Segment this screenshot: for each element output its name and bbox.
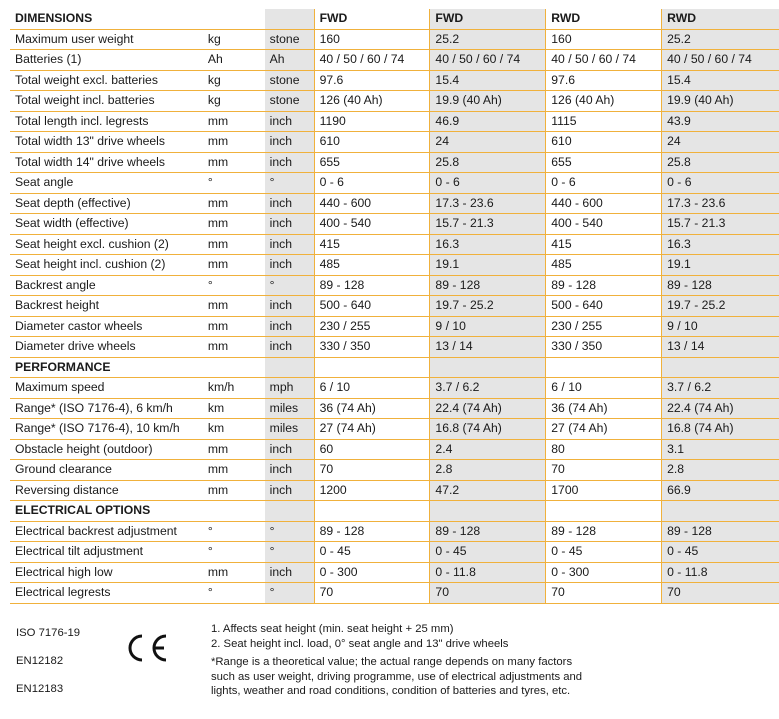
spec-value: 9 / 10 (662, 316, 779, 337)
spec-value: 500 - 640 (546, 296, 662, 317)
spec-row (10, 152, 779, 173)
spec-value: 24 (430, 132, 546, 153)
spec-value: 89 - 128 (662, 521, 779, 542)
spec-label: Electrical backrest adjustment (10, 521, 203, 542)
section-metric-blank (203, 501, 265, 522)
section-header-electrical (10, 501, 779, 522)
spec-value: 40 / 50 / 60 / 74 (314, 50, 430, 71)
section-value-blank (546, 357, 662, 378)
spec-value: 440 - 600 (546, 193, 662, 214)
standard-iso: ISO 7176-19 (16, 627, 81, 639)
spec-value: 485 (314, 255, 430, 276)
spec-value: 485 (546, 255, 662, 276)
spec-value: 46.9 (430, 111, 546, 132)
spec-value: 2.4 (430, 439, 546, 460)
spec-value: 27 (74 Ah) (314, 419, 430, 440)
section-metric-blank (203, 9, 265, 29)
imperial-unit: ° (265, 275, 314, 296)
imperial-unit: inch (265, 460, 314, 481)
imperial-unit: inch (265, 480, 314, 501)
spec-value: 330 / 350 (314, 337, 430, 358)
spec-value: 0 - 45 (430, 542, 546, 563)
spec-label: Seat width (effective) (10, 214, 203, 235)
section-value-blank (314, 501, 430, 522)
metric-unit: ° (203, 521, 265, 542)
spec-value: 400 - 540 (314, 214, 430, 235)
spec-row (10, 70, 779, 91)
spec-label: Maximum speed (10, 378, 203, 399)
spec-value: 3.7 / 6.2 (430, 378, 546, 399)
spec-value: 19.9 (40 Ah) (662, 91, 779, 112)
footnote-2: 2. Seat height incl. load, 0° seat angle and 13" drive wheels (211, 637, 509, 650)
metric-unit: mm (203, 214, 265, 235)
spec-row (10, 480, 779, 501)
section-metric-blank (203, 357, 265, 378)
spec-value: 0 - 6 (430, 173, 546, 194)
column-header: FWD (430, 9, 546, 29)
spec-value: 9 / 10 (430, 316, 546, 337)
spec-value: 0 - 45 (546, 542, 662, 563)
spec-value: 0 - 11.8 (430, 562, 546, 583)
spec-value: 22.4 (74 Ah) (430, 398, 546, 419)
imperial-unit: inch (265, 152, 314, 173)
spec-value: 6 / 10 (546, 378, 662, 399)
spec-value: 500 - 640 (314, 296, 430, 317)
spec-value: 36 (74 Ah) (546, 398, 662, 419)
spec-value: 126 (40 Ah) (546, 91, 662, 112)
spec-row (10, 91, 779, 112)
imperial-unit: inch (265, 214, 314, 235)
spec-value: 610 (546, 132, 662, 153)
metric-unit: mm (203, 337, 265, 358)
metric-unit: mm (203, 562, 265, 583)
spec-label: Seat depth (effective) (10, 193, 203, 214)
spec-value: 60 (314, 439, 430, 460)
section-value-blank (546, 501, 662, 522)
spec-value: 2.8 (662, 460, 779, 481)
spec-row (10, 337, 779, 358)
spec-value: 25.8 (662, 152, 779, 173)
imperial-unit: ° (265, 542, 314, 563)
spec-value: 25.2 (662, 29, 779, 50)
spec-value: 16.3 (430, 234, 546, 255)
section-title: DIMENSIONS (10, 9, 203, 29)
spec-value: 97.6 (314, 70, 430, 91)
spec-value: 230 / 255 (546, 316, 662, 337)
spec-value: 3.1 (662, 439, 779, 460)
imperial-unit: miles (265, 398, 314, 419)
standards-list (16, 623, 116, 707)
metric-unit: mm (203, 152, 265, 173)
metric-unit: kg (203, 91, 265, 112)
imperial-unit: inch (265, 316, 314, 337)
spec-value: 89 - 128 (430, 275, 546, 296)
spec-value: 13 / 14 (662, 337, 779, 358)
metric-unit: km (203, 398, 265, 419)
spec-value: 89 - 128 (314, 521, 430, 542)
spec-value: 655 (314, 152, 430, 173)
spec-value: 0 - 6 (546, 173, 662, 194)
imperial-unit: inch (265, 132, 314, 153)
spec-value: 15.7 - 21.3 (430, 214, 546, 235)
spec-label: Range* (ISO 7176-4), 6 km/h (10, 398, 203, 419)
spec-row (10, 398, 779, 419)
metric-unit: ° (203, 583, 265, 604)
spec-value: 0 - 45 (314, 542, 430, 563)
spec-value: 6 / 10 (314, 378, 430, 399)
spec-value: 1200 (314, 480, 430, 501)
spec-value: 15.4 (430, 70, 546, 91)
spec-value: 17.3 - 23.6 (430, 193, 546, 214)
section-value-blank (662, 357, 779, 378)
spec-value: 19.1 (662, 255, 779, 276)
spec-value: 1700 (546, 480, 662, 501)
spec-value: 0 - 6 (314, 173, 430, 194)
spec-row (10, 316, 779, 337)
spec-label: Seat height incl. cushion (2) (10, 255, 203, 276)
spec-value: 330 / 350 (546, 337, 662, 358)
spec-label: Diameter drive wheels (10, 337, 203, 358)
spec-label: Total length incl. legrests (10, 111, 203, 132)
range-footnote: *Range is a theoretical value; the actual range depends on many factors such as user weight, driving programme, use of electrical adjustments and lights, weather and road conditions, condition of batteries and tyres, etc. (211, 656, 583, 698)
metric-unit: mm (203, 296, 265, 317)
spec-value: 19.7 - 25.2 (662, 296, 779, 317)
spec-value: 2.8 (430, 460, 546, 481)
spec-value: 89 - 128 (546, 275, 662, 296)
imperial-unit: inch (265, 193, 314, 214)
spec-value: 126 (40 Ah) (314, 91, 430, 112)
imperial-unit: ° (265, 173, 314, 194)
metric-unit: mm (203, 234, 265, 255)
imperial-unit: stone (265, 70, 314, 91)
spec-value: 43.9 (662, 111, 779, 132)
spec-value: 25.8 (430, 152, 546, 173)
spec-value: 89 - 128 (662, 275, 779, 296)
metric-unit: ° (203, 542, 265, 563)
spec-row (10, 50, 779, 71)
spec-value: 440 - 600 (314, 193, 430, 214)
section-title: PERFORMANCE (10, 357, 203, 378)
spec-value: 0 - 300 (314, 562, 430, 583)
spec-row (10, 132, 779, 153)
spec-row (10, 439, 779, 460)
column-header: FWD (314, 9, 430, 29)
metric-unit: ° (203, 275, 265, 296)
imperial-unit: stone (265, 29, 314, 50)
metric-unit: mm (203, 193, 265, 214)
spec-value: 19.1 (430, 255, 546, 276)
spec-row (10, 542, 779, 563)
spec-label: Diameter castor wheels (10, 316, 203, 337)
spec-value: 70 (662, 583, 779, 604)
spec-table (10, 9, 779, 604)
spec-row (10, 234, 779, 255)
footnotes (211, 622, 591, 699)
imperial-unit: inch (265, 234, 314, 255)
metric-unit: kg (203, 70, 265, 91)
imperial-unit: inch (265, 296, 314, 317)
spec-row (10, 173, 779, 194)
spec-value: 610 (314, 132, 430, 153)
spec-value: 655 (546, 152, 662, 173)
spec-row (10, 275, 779, 296)
footnote-1: 1. Affects seat height (min. seat height + 25 mm) (211, 623, 454, 635)
metric-unit: Ah (203, 50, 265, 71)
imperial-unit: inch (265, 255, 314, 276)
spec-value: 40 / 50 / 60 / 74 (662, 50, 779, 71)
spec-row (10, 296, 779, 317)
spec-label: Total weight excl. batteries (10, 70, 203, 91)
spec-value: 24 (662, 132, 779, 153)
spec-value: 70 (546, 583, 662, 604)
spec-value: 415 (314, 234, 430, 255)
metric-unit: mm (203, 132, 265, 153)
section-value-blank (662, 501, 779, 522)
spec-value: 70 (546, 460, 662, 481)
column-header: RWD (662, 9, 779, 29)
section-value-blank (430, 357, 546, 378)
imperial-unit: inch (265, 111, 314, 132)
spec-value: 415 (546, 234, 662, 255)
spec-value: 22.4 (74 Ah) (662, 398, 779, 419)
spec-label: Backrest height (10, 296, 203, 317)
spec-label: Total width 14" drive wheels (10, 152, 203, 173)
spec-value: 47.2 (430, 480, 546, 501)
metric-unit: km (203, 419, 265, 440)
imperial-unit: mph (265, 378, 314, 399)
spec-value: 15.4 (662, 70, 779, 91)
metric-unit: mm (203, 439, 265, 460)
spec-value: 0 - 6 (662, 173, 779, 194)
spec-row (10, 521, 779, 542)
spec-value: 0 - 300 (546, 562, 662, 583)
spec-label: Batteries (1) (10, 50, 203, 71)
spec-row (10, 111, 779, 132)
spec-value: 70 (430, 583, 546, 604)
spec-value: 19.7 - 25.2 (430, 296, 546, 317)
spec-row (10, 460, 779, 481)
section-imperial-blank (265, 501, 314, 522)
spec-value: 27 (74 Ah) (546, 419, 662, 440)
metric-unit: ° (203, 173, 265, 194)
imperial-unit: ° (265, 583, 314, 604)
standard-en12182: EN12182 (16, 655, 64, 667)
imperial-unit: inch (265, 439, 314, 460)
metric-unit: mm (203, 316, 265, 337)
spec-value: 160 (314, 29, 430, 50)
spec-row (10, 29, 779, 50)
spec-value: 40 / 50 / 60 / 74 (430, 50, 546, 71)
imperial-unit: inch (265, 562, 314, 583)
spec-label: Backrest angle (10, 275, 203, 296)
imperial-unit: ° (265, 521, 314, 542)
spec-label: Reversing distance (10, 480, 203, 501)
section-imperial-blank (265, 357, 314, 378)
metric-unit: mm (203, 460, 265, 481)
spec-label: Maximum user weight (10, 29, 203, 50)
spec-value: 16.8 (74 Ah) (430, 419, 546, 440)
section-imperial-blank (265, 9, 314, 29)
spec-value: 25.2 (430, 29, 546, 50)
metric-unit: mm (203, 255, 265, 276)
spec-label: Electrical tilt adjustment (10, 542, 203, 563)
imperial-unit: miles (265, 419, 314, 440)
spec-value: 89 - 128 (546, 521, 662, 542)
metric-unit: mm (203, 111, 265, 132)
spec-value: 40 / 50 / 60 / 74 (546, 50, 662, 71)
spec-label: Total weight incl. batteries (10, 91, 203, 112)
section-value-blank (314, 357, 430, 378)
standard-en12183: EN12183 (16, 683, 64, 695)
column-header: RWD (546, 9, 662, 29)
spec-row (10, 562, 779, 583)
spec-value: 15.7 - 21.3 (662, 214, 779, 235)
spec-value: 400 - 540 (546, 214, 662, 235)
spec-value: 80 (546, 439, 662, 460)
spec-label: Seat angle (10, 173, 203, 194)
spec-row (10, 378, 779, 399)
spec-value: 97.6 (546, 70, 662, 91)
spec-value: 3.7 / 6.2 (662, 378, 779, 399)
spec-value: 16.8 (74 Ah) (662, 419, 779, 440)
spec-value: 1190 (314, 111, 430, 132)
spec-value: 0 - 45 (662, 542, 779, 563)
spec-label: Seat height excl. cushion (2) (10, 234, 203, 255)
spec-row (10, 419, 779, 440)
spec-label: Obstacle height (outdoor) (10, 439, 203, 460)
spec-value: 89 - 128 (314, 275, 430, 296)
spec-value: 36 (74 Ah) (314, 398, 430, 419)
spec-value: 160 (546, 29, 662, 50)
spec-value: 19.9 (40 Ah) (430, 91, 546, 112)
spec-row (10, 214, 779, 235)
spec-value: 66.9 (662, 480, 779, 501)
section-value-blank (430, 501, 546, 522)
section-header-dimensions (10, 9, 779, 29)
spec-value: 70 (314, 460, 430, 481)
spec-row (10, 583, 779, 604)
ce-mark-logo (124, 632, 170, 664)
spec-value: 89 - 128 (430, 521, 546, 542)
imperial-unit: Ah (265, 50, 314, 71)
metric-unit: mm (203, 480, 265, 501)
spec-label: Ground clearance (10, 460, 203, 481)
spec-label: Range* (ISO 7176-4), 10 km/h (10, 419, 203, 440)
spec-value: 17.3 - 23.6 (662, 193, 779, 214)
imperial-unit: inch (265, 337, 314, 358)
spec-label: Electrical high low (10, 562, 203, 583)
spec-value: 70 (314, 583, 430, 604)
spec-value: 13 / 14 (430, 337, 546, 358)
section-header-performance (10, 357, 779, 378)
spec-label: Total width 13" drive wheels (10, 132, 203, 153)
spec-value: 230 / 255 (314, 316, 430, 337)
spec-row (10, 193, 779, 214)
metric-unit: kg (203, 29, 265, 50)
spec-row (10, 255, 779, 276)
spec-label: Electrical legrests (10, 583, 203, 604)
spec-value: 1115 (546, 111, 662, 132)
imperial-unit: stone (265, 91, 314, 112)
metric-unit: km/h (203, 378, 265, 399)
spec-value: 16.3 (662, 234, 779, 255)
section-title: ELECTRICAL OPTIONS (10, 501, 203, 522)
spec-value: 0 - 11.8 (662, 562, 779, 583)
